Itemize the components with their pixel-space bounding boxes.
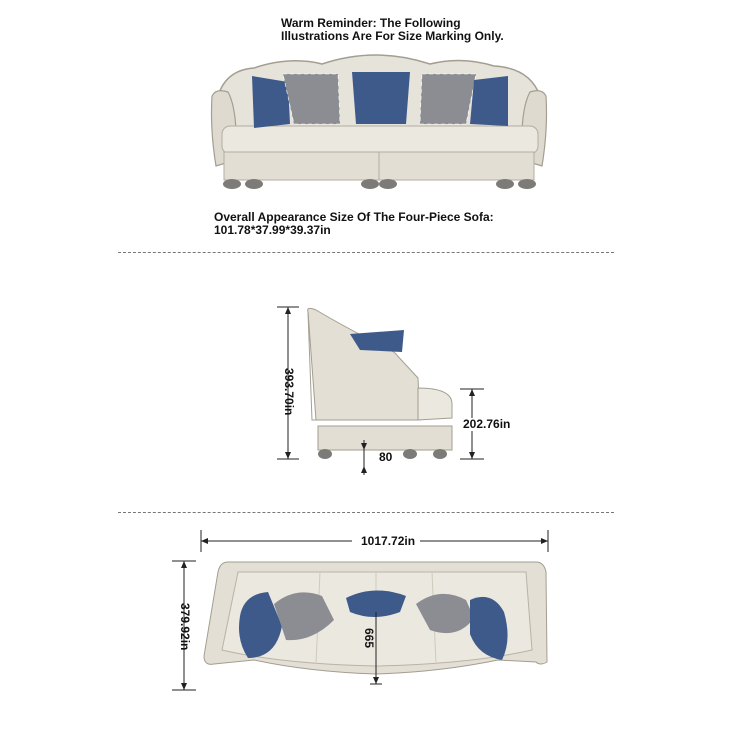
side-seat-height-label: 202.76in — [463, 417, 511, 431]
top-depth-label: 379.92in — [178, 603, 192, 651]
top-seat-depth-label: 665 — [362, 628, 376, 649]
overall-size-value: 101.78*37.99*39.37in — [214, 223, 331, 237]
side-height-label: 393.70in — [282, 368, 296, 416]
notice-line-1: Warm Reminder: The Following — [281, 16, 461, 30]
notice-line-2: Illustrations Are For Size Marking Only. — [281, 29, 504, 43]
overall-size-label: Overall Appearance Size Of The Four-Piece Sofa: — [214, 210, 494, 224]
top-width-label: 1017.72in — [361, 534, 416, 548]
side-leg-label: 80 — [379, 450, 393, 464]
